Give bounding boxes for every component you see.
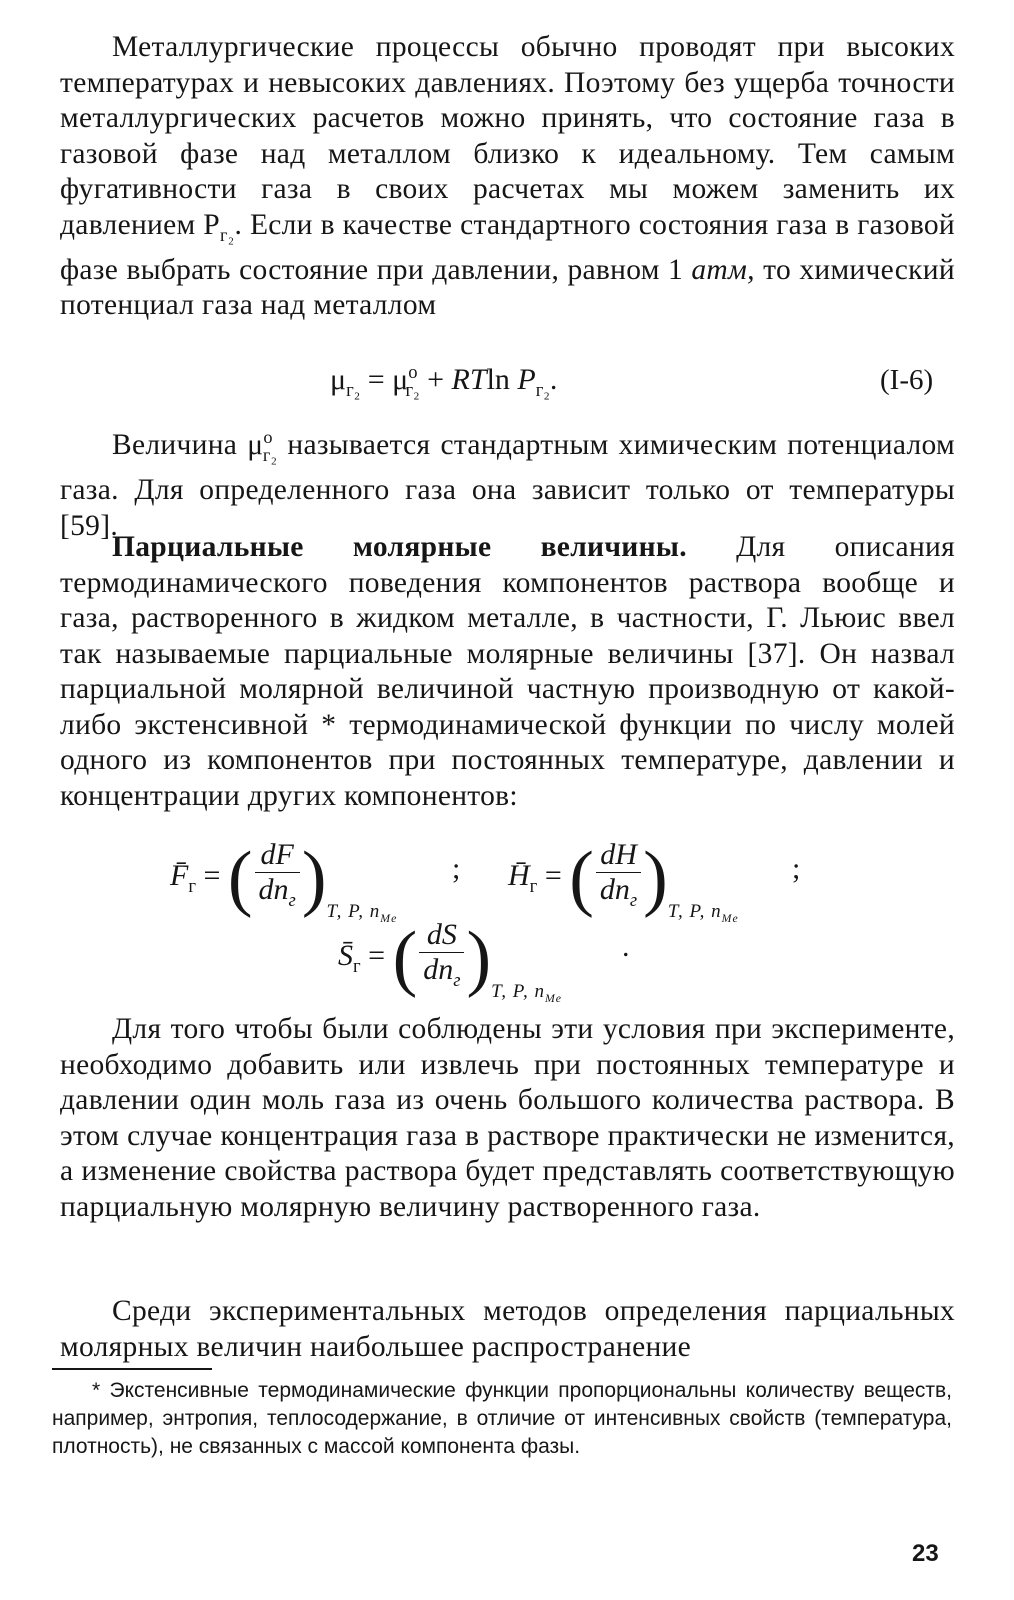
paragraph-5: Среди экспериментальных методов определения парциальных молярных величин наибольшее распространение: [60, 1295, 955, 1363]
equation-number: (I-6): [880, 364, 934, 396]
equation-partial-f: $F̄_г$ = ( $\frac{dF}{dn_г}$ )$_{T, P, n_{Me}}$: [170, 837, 398, 925]
page-number: 23: [912, 1540, 939, 1567]
equation-partial-h: $H̄_г$ = ( $\frac{dH}{dn_г}$ )$_{T, P, n_{Me}}$: [508, 837, 739, 925]
equation-partial-s: $S̄_г$ = ( $\frac{dS}{dn_г}$ )$_{T, P, n_{Me}}$: [338, 917, 562, 1005]
equation-i-6: $\mu_{г_2} = \mu^о_{г_2} + RTln$ $P_{г_2}$.: [330, 362, 558, 401]
footnote-divider: [52, 1368, 212, 1370]
paragraph-4: Для того чтобы были соблюдены эти условия при эксперименте, необходимо добавить или извлечь при постоянных температуре и давлении один моль газа из очень большого количества раствора. В этом случае концентрация газа в растворе практически не изменится, а изменение свойства раствора будет представлять соответствующую парциальную молярную величину растворенного газа.: [60, 1013, 955, 1223]
paragraph-1: Металлургические процессы обычно проводят при высоких температурах и невысоких давлениях. Поэтому без ущерба точности металлургических расчетов можно принять, что состояние газа в газовой фазе над металлом близко к идеальному. Тем самым фугативности газа в своих расчетах мы можем заменить их давлением $P_{г_2}$. Если в качестве стандартного состояния газа в газовой фазе выбрать состояние при давлении, равном 1 атм, то химический потенциал газа над металлом: [60, 31, 956, 322]
footnote: * Экстенсивные термодинамические функции пропорциональны количеству веществ, например, энтропия, теплосодержание, в отличие от интенсивных свойств (температура, плотность), не связанных с массой компонента фазы.: [52, 1379, 952, 1458]
equation-end: .: [622, 930, 630, 963]
separator-1: ;: [452, 852, 461, 885]
paragraph-2: Величина $\mu^о_{г_2}$ называется стандартным химическим потенциалом газа. Для определенного газа она зависит только от температуры [59].: [60, 427, 955, 542]
separator-2: ;: [792, 852, 801, 885]
paragraph-3: Парциальные молярные величины. Для описания термодинамического поведения компонентов раствора вообще и газа, растворенного в жидком металле, в частности, Г. Льюис ввел так называемые парциальные молярные величины [37]. Он назвал парциальной молярной величиной частную производную от какой-либо экстенсивной * термодинамической функции по числу молей одного из компонентов при постоянных температуре, давлении и концентрации других компонентов:: [60, 531, 955, 812]
section-heading: Парциальные молярные величины.: [112, 531, 687, 563]
